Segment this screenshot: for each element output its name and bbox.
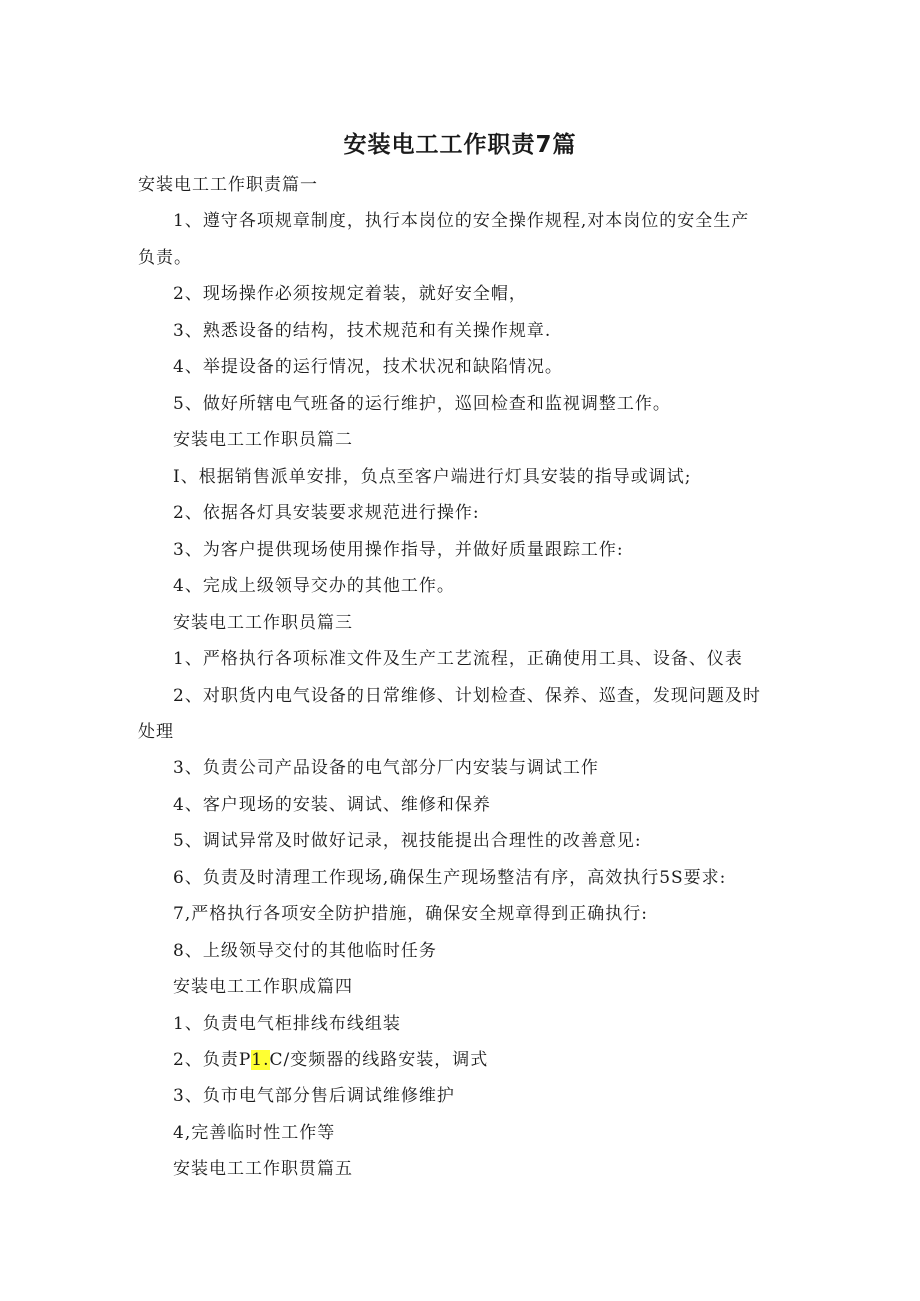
paragraph-3-8: 8、上级领导交付的其他临时任务 bbox=[173, 941, 437, 961]
section-heading-1: 安装电工工作职责篇一 bbox=[138, 175, 318, 195]
highlighted-text: 1. bbox=[251, 1050, 270, 1070]
section-heading-4: 安装电工工作职成篇四 bbox=[173, 977, 353, 997]
paragraph-3-5: 5、调试异常及时做好记录，视技能提出合理性的改善意见: bbox=[173, 831, 642, 851]
paragraph-1-4: 4、举提设备的运行情况，技术状况和缺陷情况。 bbox=[173, 357, 563, 377]
paragraph-3-4: 4、客户现场的安装、调试、维修和保养 bbox=[173, 795, 491, 815]
paragraph-2-4: 4、完成上级领导交办的其他工作。 bbox=[173, 576, 455, 596]
paragraph-1-1-cont: 负责。 bbox=[138, 248, 192, 268]
paragraph-2-2: 2、依据各灯具安装要求规范进行操作: bbox=[173, 503, 480, 523]
paragraph-1-1: 1、遵守各项规章制度，执行本岗位的安全操作规程,对本岗位的安全生产 bbox=[173, 211, 750, 231]
section-heading-3: 安装电工工作职员篇三 bbox=[173, 613, 353, 633]
document-title: 安装电工工作职责7篇 bbox=[343, 132, 577, 158]
paragraph-4-4: 4,完善临时性工作等 bbox=[173, 1123, 336, 1143]
paragraph-2-3: 3、为客户提供现场使用操作指导，并做好质量跟踪工作: bbox=[173, 540, 624, 560]
paragraph-3-7: 7,严格执行各项安全防护措施，确保安全规章得到正确执行: bbox=[173, 904, 648, 924]
section-heading-5: 安装电工工作职贯篇五 bbox=[173, 1159, 353, 1179]
paragraph-4-1: 1、负责电气柜排线布线组装 bbox=[173, 1014, 401, 1034]
paragraph-4-2 bbox=[173, 1046, 488, 1074]
paragraph-1-2: 2、现场操作必须按规定着装，就好安全帽， bbox=[173, 284, 527, 304]
paragraph-3-2: 2、对职货内电气设备的日常维修、计划检查、保养、巡查，发现问题及时 bbox=[173, 686, 761, 706]
paragraph-4-2-prefix: 2、负责P bbox=[173, 1050, 252, 1070]
paragraph-1-3: 3、熟悉设备的结构，技术规范和有关操作规章. bbox=[173, 321, 552, 341]
paragraph-3-2-cont: 处理 bbox=[138, 722, 174, 742]
paragraph-4-3: 3、负市电气部分售后调试维修维护 bbox=[173, 1086, 455, 1106]
paragraph-3-6: 6、负责及时清理工作现场,确保生产现场整洁有序，高效执行5S要求: bbox=[173, 868, 727, 888]
paragraph-1-5: 5、做好所辖电气班备的运行维护，巡回检查和监视调整工作。 bbox=[173, 394, 671, 414]
paragraph-3-1: 1、严格执行各项标准文件及生产工艺流程，正确使用工具、设备、仪表 bbox=[173, 649, 743, 669]
paragraph-4-2-suffix: C/变频器的线路安装，调式 bbox=[269, 1050, 489, 1070]
paragraph-2-1: I、根据销售派单安排，负点至客户端进行灯具安装的指导或调试; bbox=[173, 467, 692, 487]
paragraph-3-3: 3、负责公司产品设备的电气部分厂内安装与调试工作 bbox=[173, 758, 599, 778]
section-heading-2: 安装电工工作职员篇二 bbox=[173, 430, 353, 450]
